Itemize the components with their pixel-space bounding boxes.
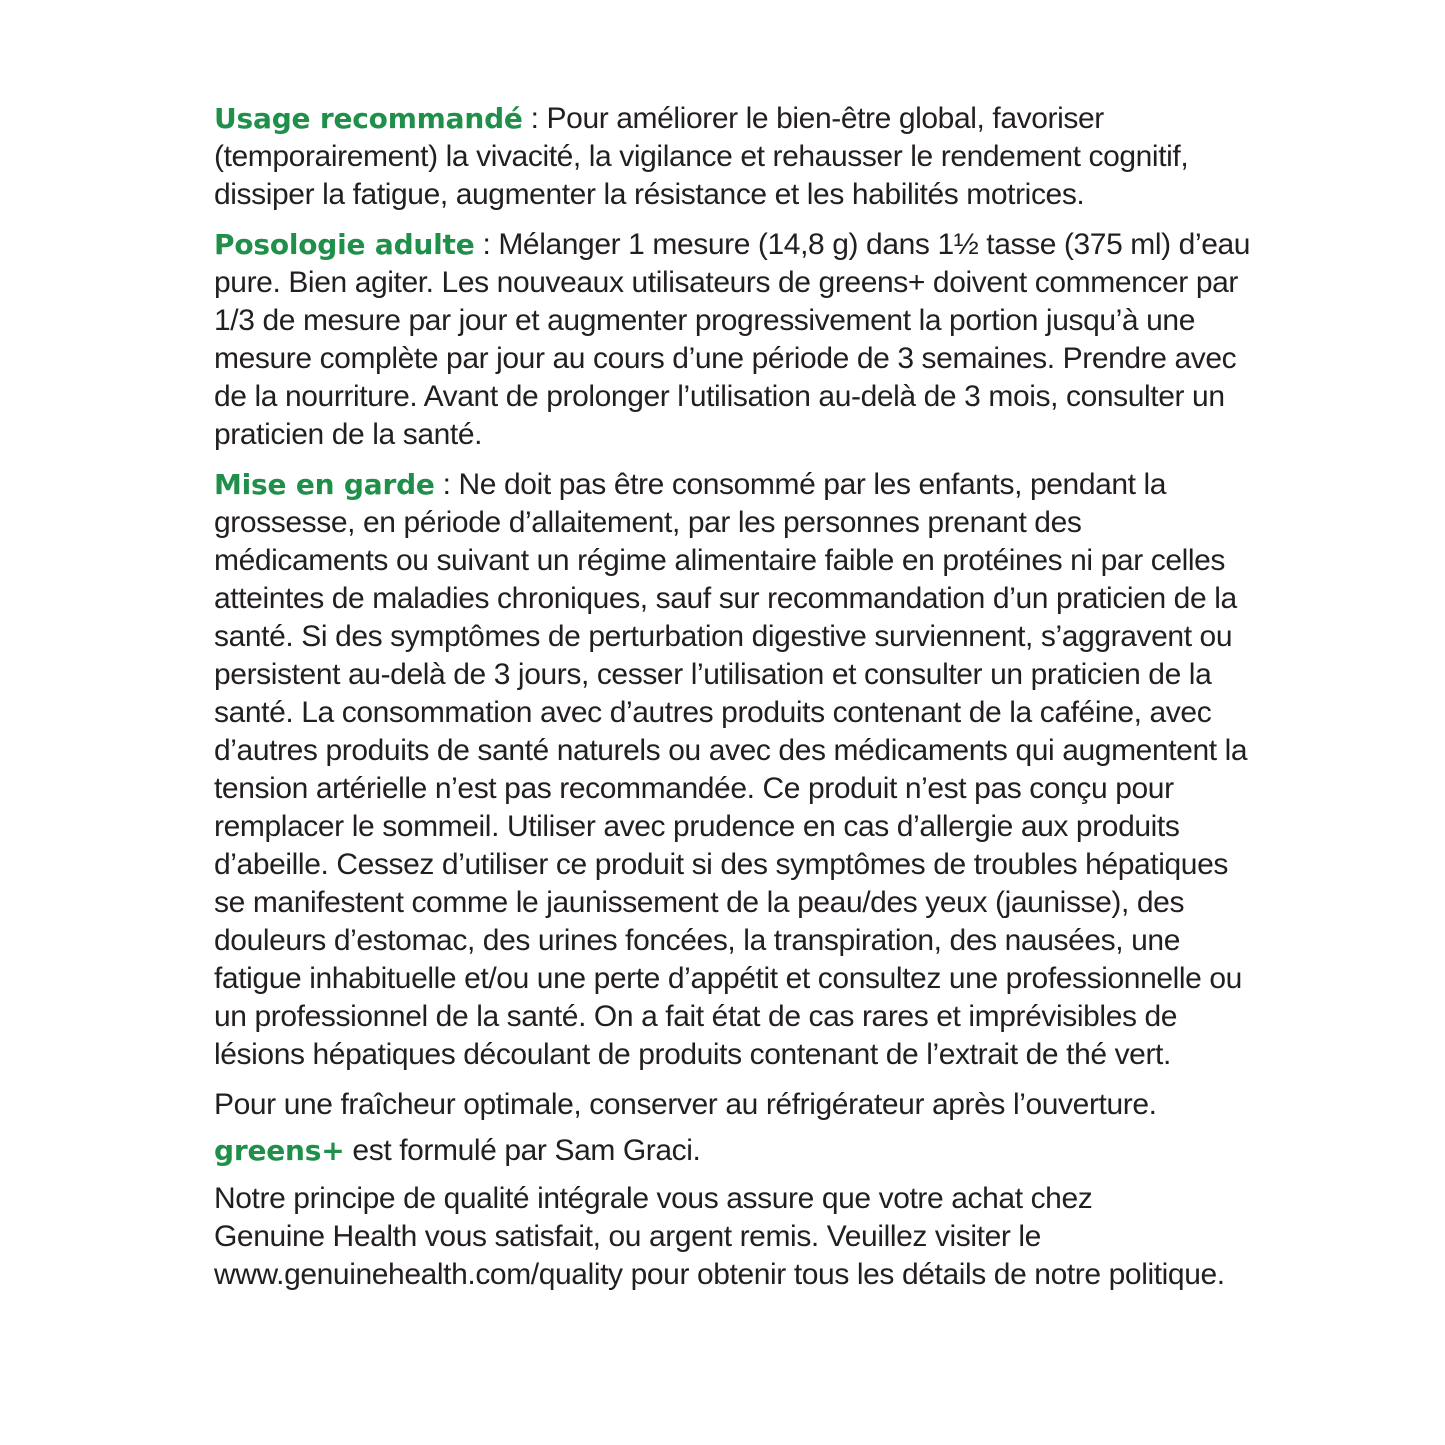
dosage-paragraph — [214, 226, 1254, 454]
quality-line-1: Notre principe de qualité intégrale vous assure que votre achat chez — [214, 1182, 1093, 1215]
usage-text: Pour améliorer le bien-être global, favoriser (temporairement) la vivacité, la vigilance et rehausser le rendement cognitif, dissiper la fatigue, augmenter la résistance et les habilités motrices. — [214, 102, 1189, 211]
brand-name: greens+ — [214, 1134, 345, 1167]
storage-text: Pour une fraîcheur optimale, conserver au réfrigérateur après l’ouverture. — [214, 1088, 1157, 1121]
warning-heading: Mise en garde — [214, 468, 435, 501]
storage-paragraph — [214, 1086, 1254, 1124]
quality-line-2: Genuine Health vous satisfait, ou argent remis. Veuillez visiter le — [214, 1220, 1041, 1253]
formulation-text: est formulé par Sam Graci. — [344, 1134, 701, 1167]
warning-paragraph — [214, 466, 1254, 1074]
dosage-separator: : — [474, 228, 499, 261]
formulation-paragraph — [214, 1132, 1254, 1170]
product-label-text — [214, 100, 1254, 1306]
usage-paragraph — [214, 100, 1254, 214]
dosage-heading: Posologie adulte — [214, 228, 475, 261]
quality-paragraph — [214, 1180, 1254, 1294]
usage-separator: : — [522, 102, 547, 135]
usage-heading: Usage recommandé — [214, 102, 523, 135]
quality-line-3: www.genuinehealth.com/quality pour obtenir tous les détails de notre politique. — [214, 1258, 1225, 1291]
warning-text: Ne doit pas être consommé par les enfants, pendant la grossesse, en période d’allaitement, par les personnes prenant des médicaments ou suivant un régime alimentaire faible en protéines ni par celles atteintes de maladies chroniques, sauf sur recommandation d’un praticien de la santé. Si des symptômes de perturbation digestive surviennent, s’aggravent ou persistent au-delà de 3 jours, cesser l’utilisation et consulter un praticien de la santé. La consommation avec d’autres produits contenant de la caféine, avec d’autres produits de santé naturels ou avec des médicaments qui augmentent la tension artérielle n’est pas recommandée. Ce produit n’est pas conçu pour remplacer le sommeil. Utiliser avec prudence en cas d’allergie aux produits d’abeille. Cessez d’utiliser ce produit si des symptômes de troubles hépatiques se manifestent comme le jaunissement de la peau/des yeux (jaunisse), des douleurs d’estomac, des urines foncées, la transpiration, des nausées, une fatigue inhabituelle et/ou une perte d’appétit et consultez une professionnelle ou un professionnel de la santé. On a fait état de cas rares et imprévisibles de lésions hépatiques découlant de produits contenant de l’extrait de thé vert. — [214, 468, 1248, 1071]
dosage-text: Mélanger 1 mesure (14,8 g) dans 1½ tasse (375 ml) d’eau pure. Bien agiter. Les nouveaux utilisateurs de greens+ doivent commencer par 1/3 de mesure par jour et augmenter progressivement la portion jusqu’à une mesure complète par jour au cours d’une période de 3 semaines. Prendre avec de la nourriture. Avant de prolonger l’utilisation au-delà de 3 mois, consulter un praticien de la santé. — [214, 228, 1251, 451]
warning-separator: : — [434, 468, 459, 501]
